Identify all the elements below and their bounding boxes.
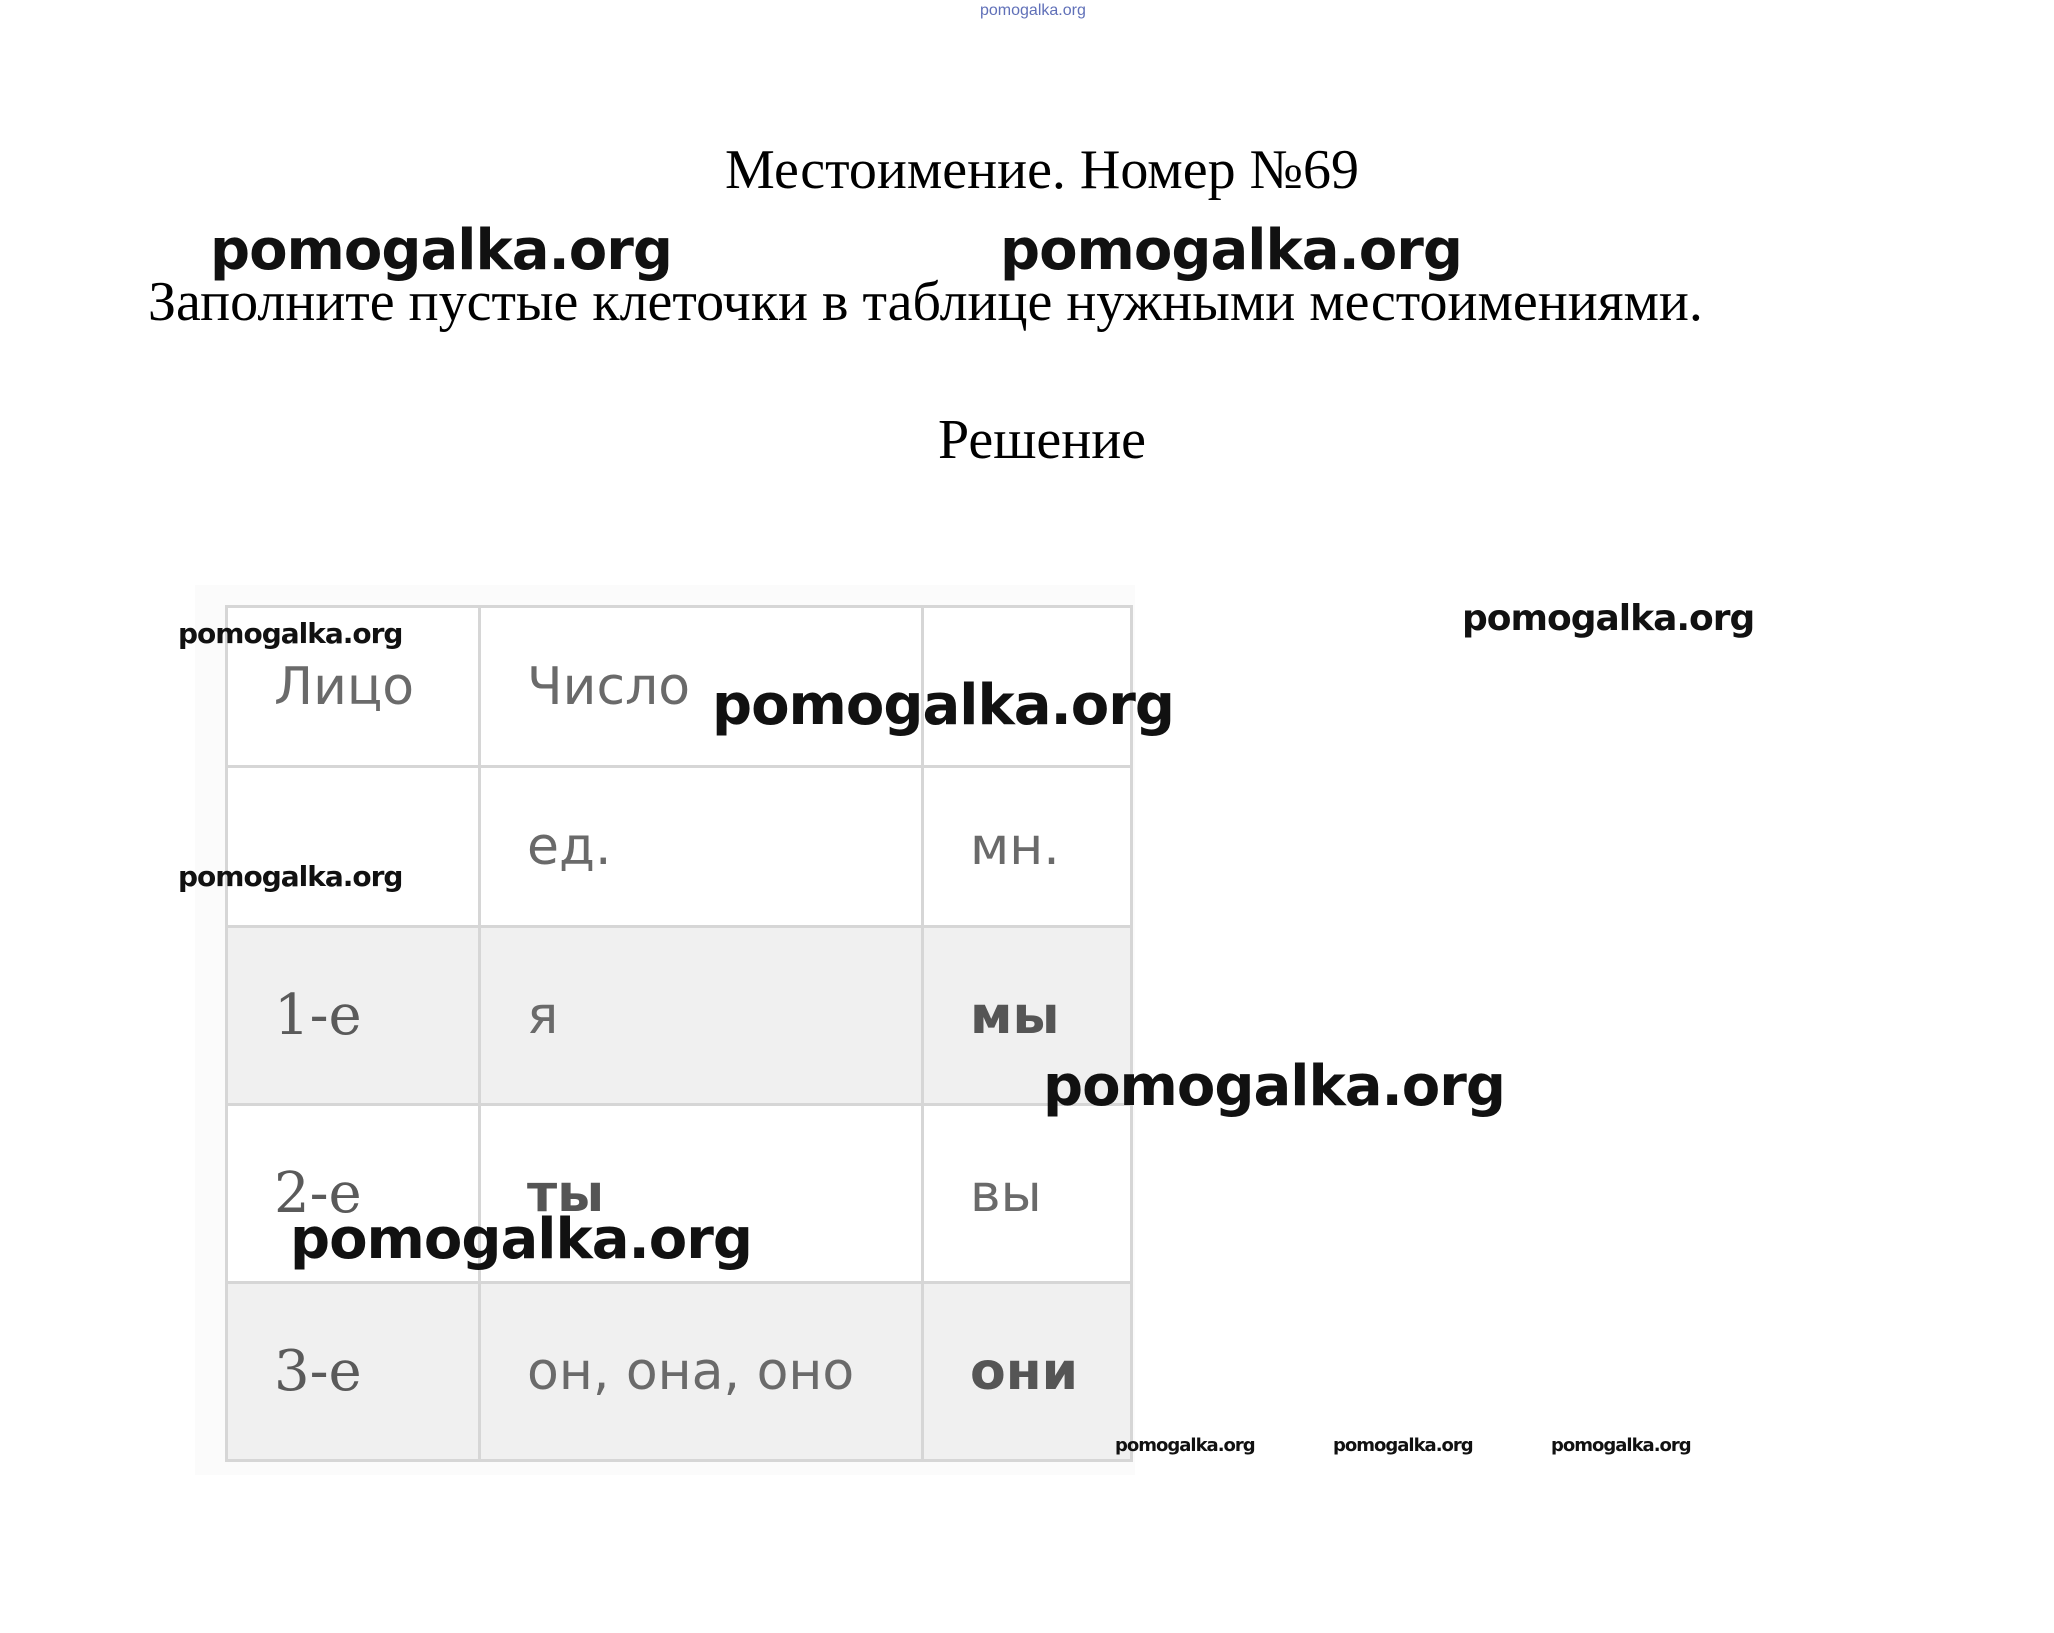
subheader-singular-cell: ед. — [480, 767, 923, 927]
person-cell: 3-е — [227, 1283, 480, 1461]
task-text: Заполните пустые клеточки в таблице нужными местоимениями. — [148, 271, 1703, 333]
header-number-cell: Число — [480, 607, 923, 767]
plural-cell: мы — [923, 927, 1132, 1105]
watermark: pomogalka.org — [178, 860, 403, 893]
subheader-empty-cell — [227, 767, 480, 927]
watermark: pomogalka.org — [1462, 598, 1755, 639]
watermark: pomogalka.org — [290, 1207, 752, 1272]
singular-cell: я — [480, 927, 923, 1105]
subheader-plural-cell: мн. — [923, 767, 1132, 927]
page-title: Местоимение. Номер №69 — [724, 139, 1360, 201]
watermark: pomogalka.org — [1043, 1054, 1505, 1119]
watermark: pomogalka.org — [210, 218, 672, 283]
person-cell: 1-е — [227, 927, 480, 1105]
singular-cell: ты — [480, 1105, 923, 1283]
plural-cell: вы — [923, 1105, 1132, 1283]
plural-cell: они — [923, 1283, 1132, 1461]
watermark: pomogalka.org — [178, 617, 403, 650]
watermark: pomogalka.org — [712, 673, 1174, 738]
header-person-cell: Лицо — [227, 607, 480, 767]
watermark: pomogalka.org — [1333, 1435, 1473, 1456]
person-cell: 2-е — [227, 1105, 480, 1283]
table-row — [227, 1283, 1132, 1461]
watermark: pomogalka.org — [1115, 1435, 1255, 1456]
singular-cell: он, она, оно — [480, 1283, 923, 1461]
table-subheader-row — [227, 767, 1132, 927]
table-row — [227, 927, 1132, 1105]
watermark: pomogalka.org — [1551, 1435, 1691, 1456]
header-stamp: pomogalka.org — [980, 2, 1086, 19]
watermark: pomogalka.org — [1000, 218, 1462, 283]
solution-heading: Решение — [937, 409, 1147, 471]
